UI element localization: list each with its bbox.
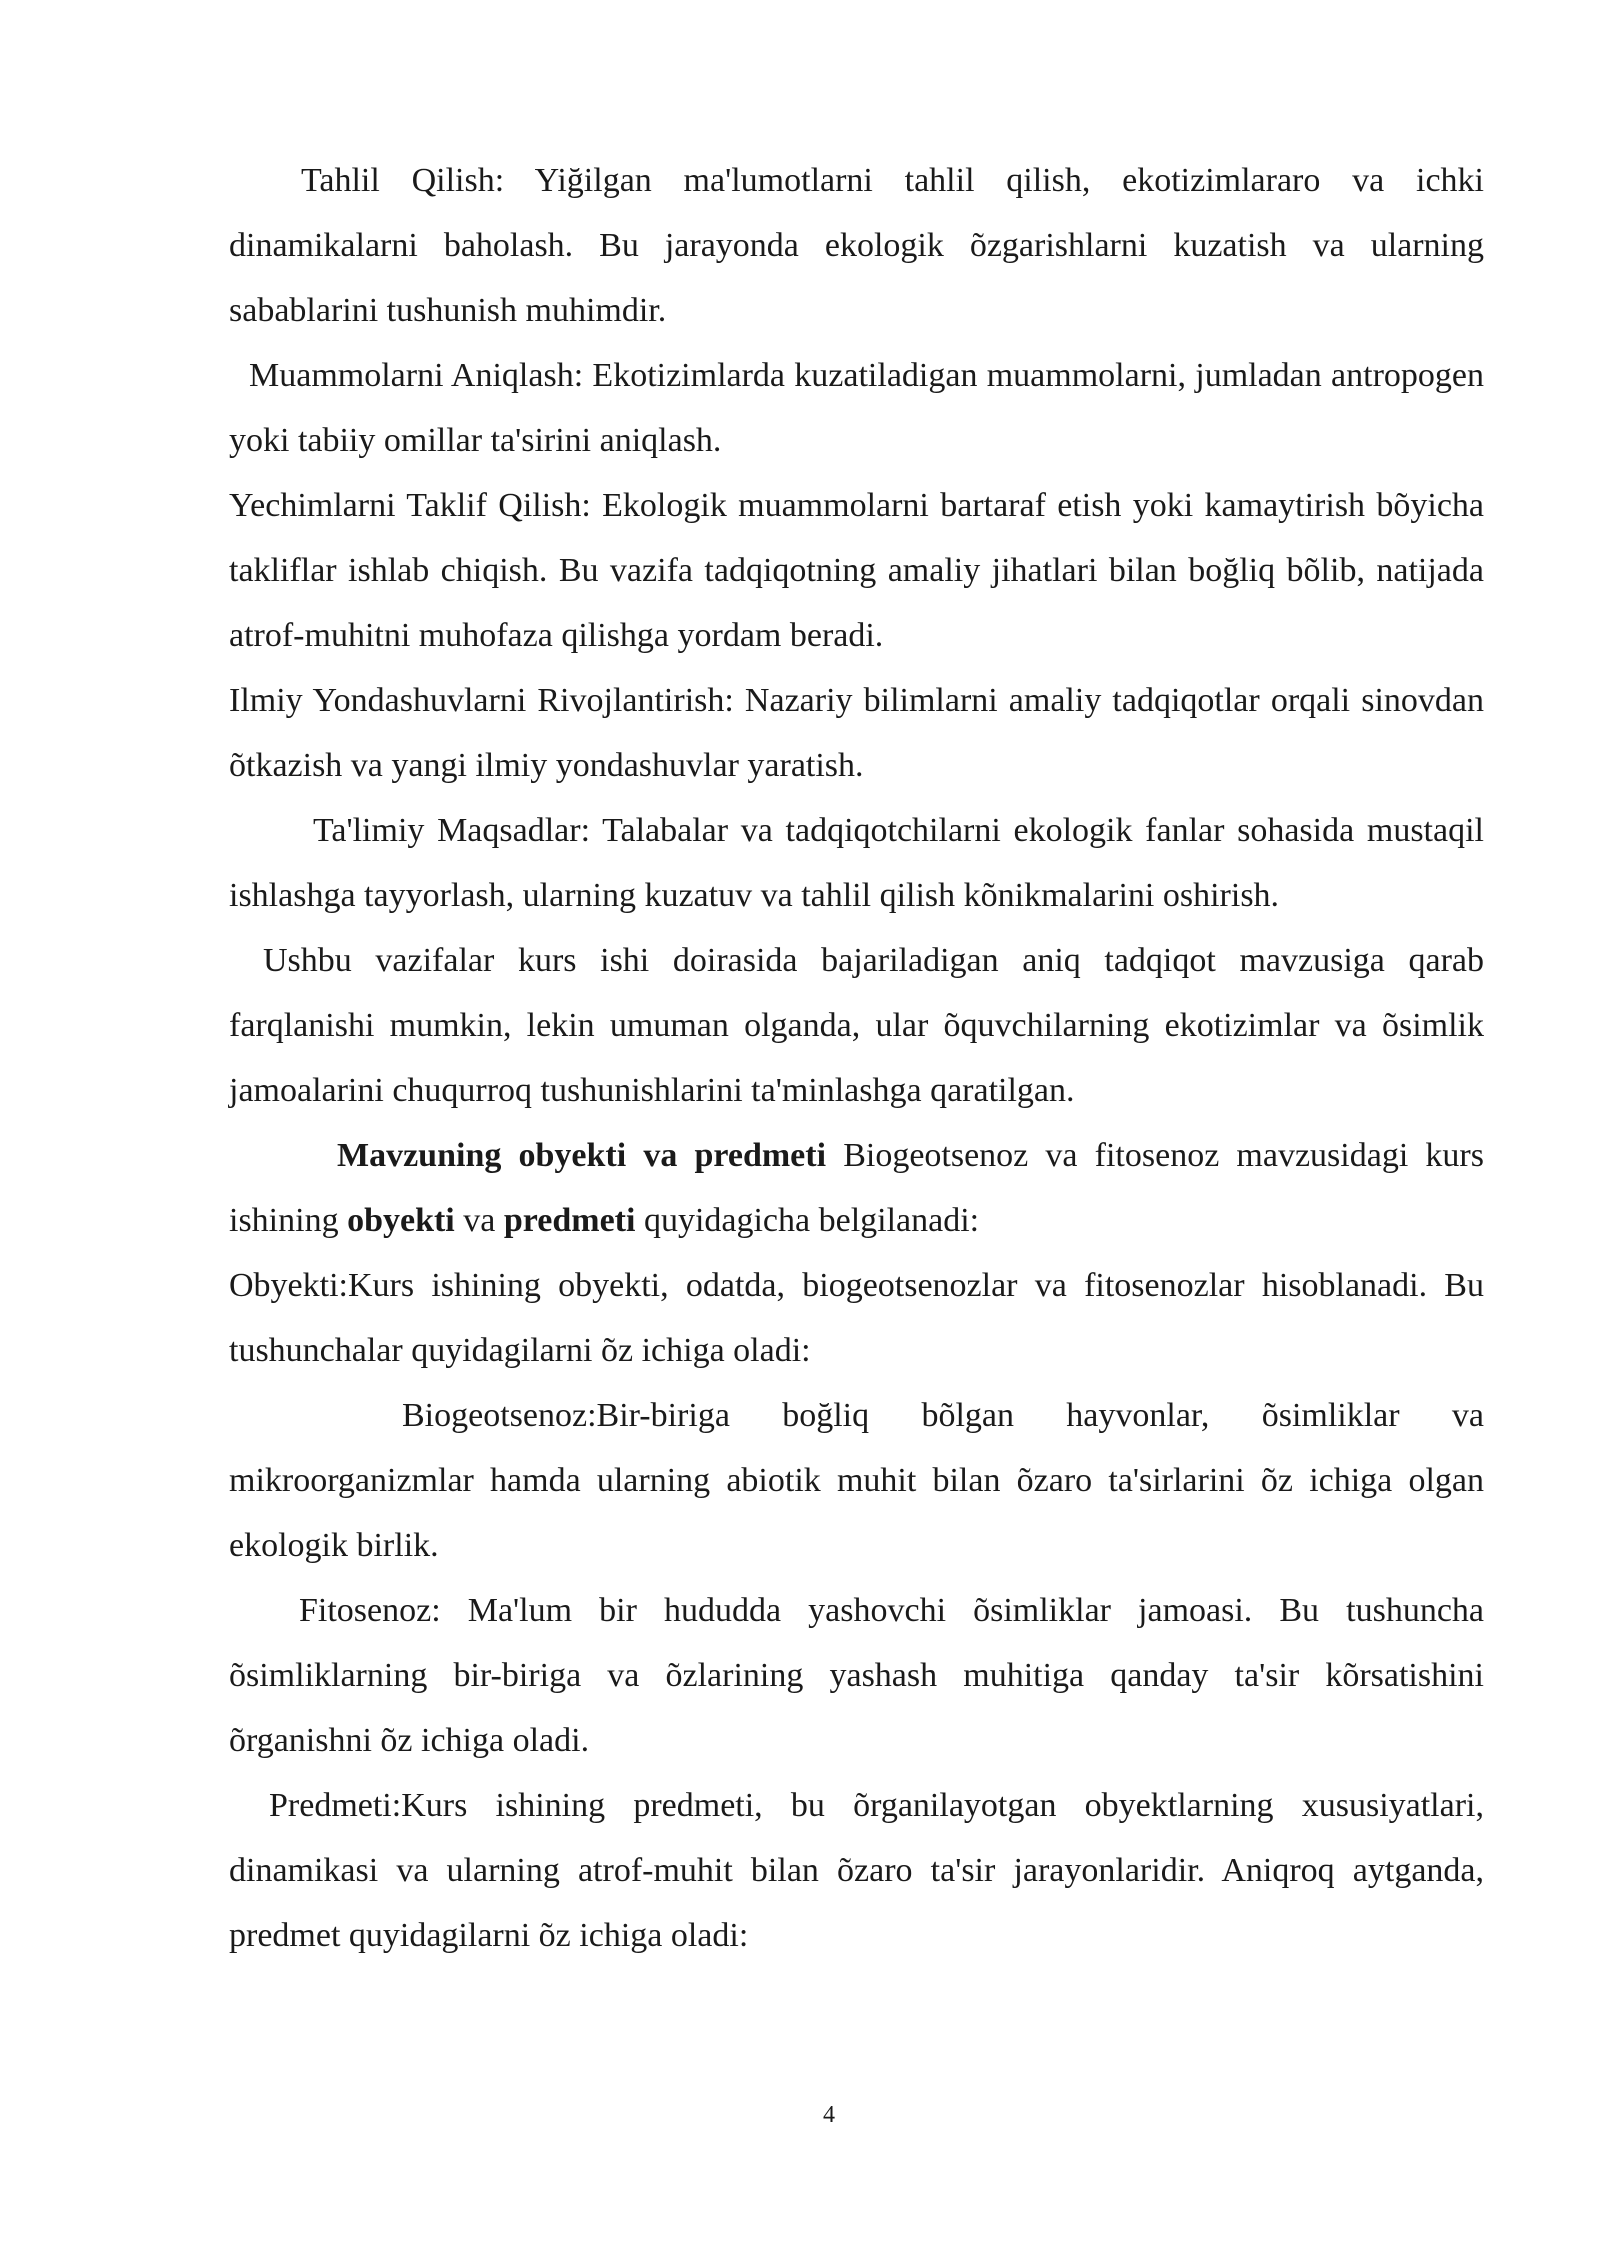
page-number: 4 bbox=[823, 2102, 835, 2128]
bold-term-predmeti: predmeti bbox=[503, 1202, 636, 1239]
document-page bbox=[229, 148, 1484, 1968]
intro-text-2: va bbox=[454, 1202, 504, 1239]
paragraph-tahlil-qilish: Tahlil Qilish: Yiğilgan ma'lumotlarni tahlil qilish, ekotizimlararo va ichki dinamikalarni baholash. Bu jarayonda ekologik õzgarishlarni kuzatish va ularning sabablarini tushunish muhimdir. bbox=[229, 162, 1484, 329]
paragraph-biogeotsenoz: Biogeotsenoz:Bir-biriga boğliq bõlgan hayvonlar, õsimliklar va mikroorganizmlar hamda ularning abiotik muhit bilan õzaro ta'sirlarini õz ichiga olgan ekologik birlik. bbox=[229, 1397, 1484, 1564]
paragraph-obyekti: Obyekti:Kurs ishining obyekti, odatda, biogeotsenozlar va fitosenozlar hisoblanadi. Bu tushunchalar quyidagilarni õz ichiga oladi: bbox=[229, 1267, 1484, 1369]
paragraph-predmeti: Predmeti:Kurs ishining predmeti, bu õrganilayotgan obyektlarning xususiyatlari, dinamikasi va ularning atrof-muhit bilan õzaro ta'sir jarayonlaridir. Aniqroq aytganda, predmet quyidagilarni õz ichiga oladi: bbox=[229, 1787, 1484, 1954]
intro-text-1: Biogeotsenoz va fitosenoz mavzusidagi kurs ishining bbox=[229, 1137, 1484, 1239]
bold-term-obyekti: obyekti bbox=[347, 1202, 455, 1239]
paragraph-fitosenoz: Fitosenoz: Ma'lum bir hududda yashovchi õsimliklar jamoasi. Bu tushuncha õsimliklarning bir-biriga va õzlarining yashash muhitiga qanday ta'sir kõrsatishini õrganishni õz ichiga oladi. bbox=[229, 1592, 1484, 1759]
intro-text-3: quyidagicha belgilanadi: bbox=[635, 1202, 980, 1239]
paragraph-obyekt-predmet-intro bbox=[229, 1123, 1484, 1253]
paragraph-ushbu-vazifalar: Ushbu vazifalar kurs ishi doirasida bajariladigan aniq tadqiqot mavzusiga qarab farqlanishi mumkin, lekin umuman olganda, ular õquvchilarning ekotizimlar va õsimlik jamoalarini chuqurroq tushunishlarini ta'minlashga qaratilgan. bbox=[229, 942, 1484, 1109]
paragraph-muammolarni-aniqlash: Muammolarni Aniqlash: Ekotizimlarda kuzatiladigan muammolarni, jumladan antropogen yoki tabiiy omillar ta'sirini aniqlash. bbox=[229, 357, 1484, 459]
section-heading: Mavzuning obyekti va predmeti bbox=[337, 1137, 827, 1174]
paragraph-yechimlarni-taklif-qilish: Yechimlarni Taklif Qilish: Ekologik muammolarni bartaraf etish yoki kamaytirish bõyicha takliflar ishlab chiqish. Bu vazifa tadqiqotning amaliy jihatlari bilan boğliq bõlib, natijada atrof-muhitni muhofaza qilishga yordam beradi. bbox=[229, 487, 1484, 654]
paragraph-ilmiy-yondashuvlar: Ilmiy Yondashuvlarni Rivojlantirish: Nazariy bilimlarni amaliy tadqiqotlar orqali sinovdan õtkazish va yangi ilmiy yondashuvlar yaratish. bbox=[229, 682, 1484, 784]
paragraph-talimiy-maqsadlar: Ta'limiy Maqsadlar: Talabalar va tadqiqotchilarni ekologik fanlar sohasida mustaqil ishlashga tayyorlash, ularning kuzatuv va tahlil qilish kõnikmalarini oshirish. bbox=[229, 812, 1484, 914]
